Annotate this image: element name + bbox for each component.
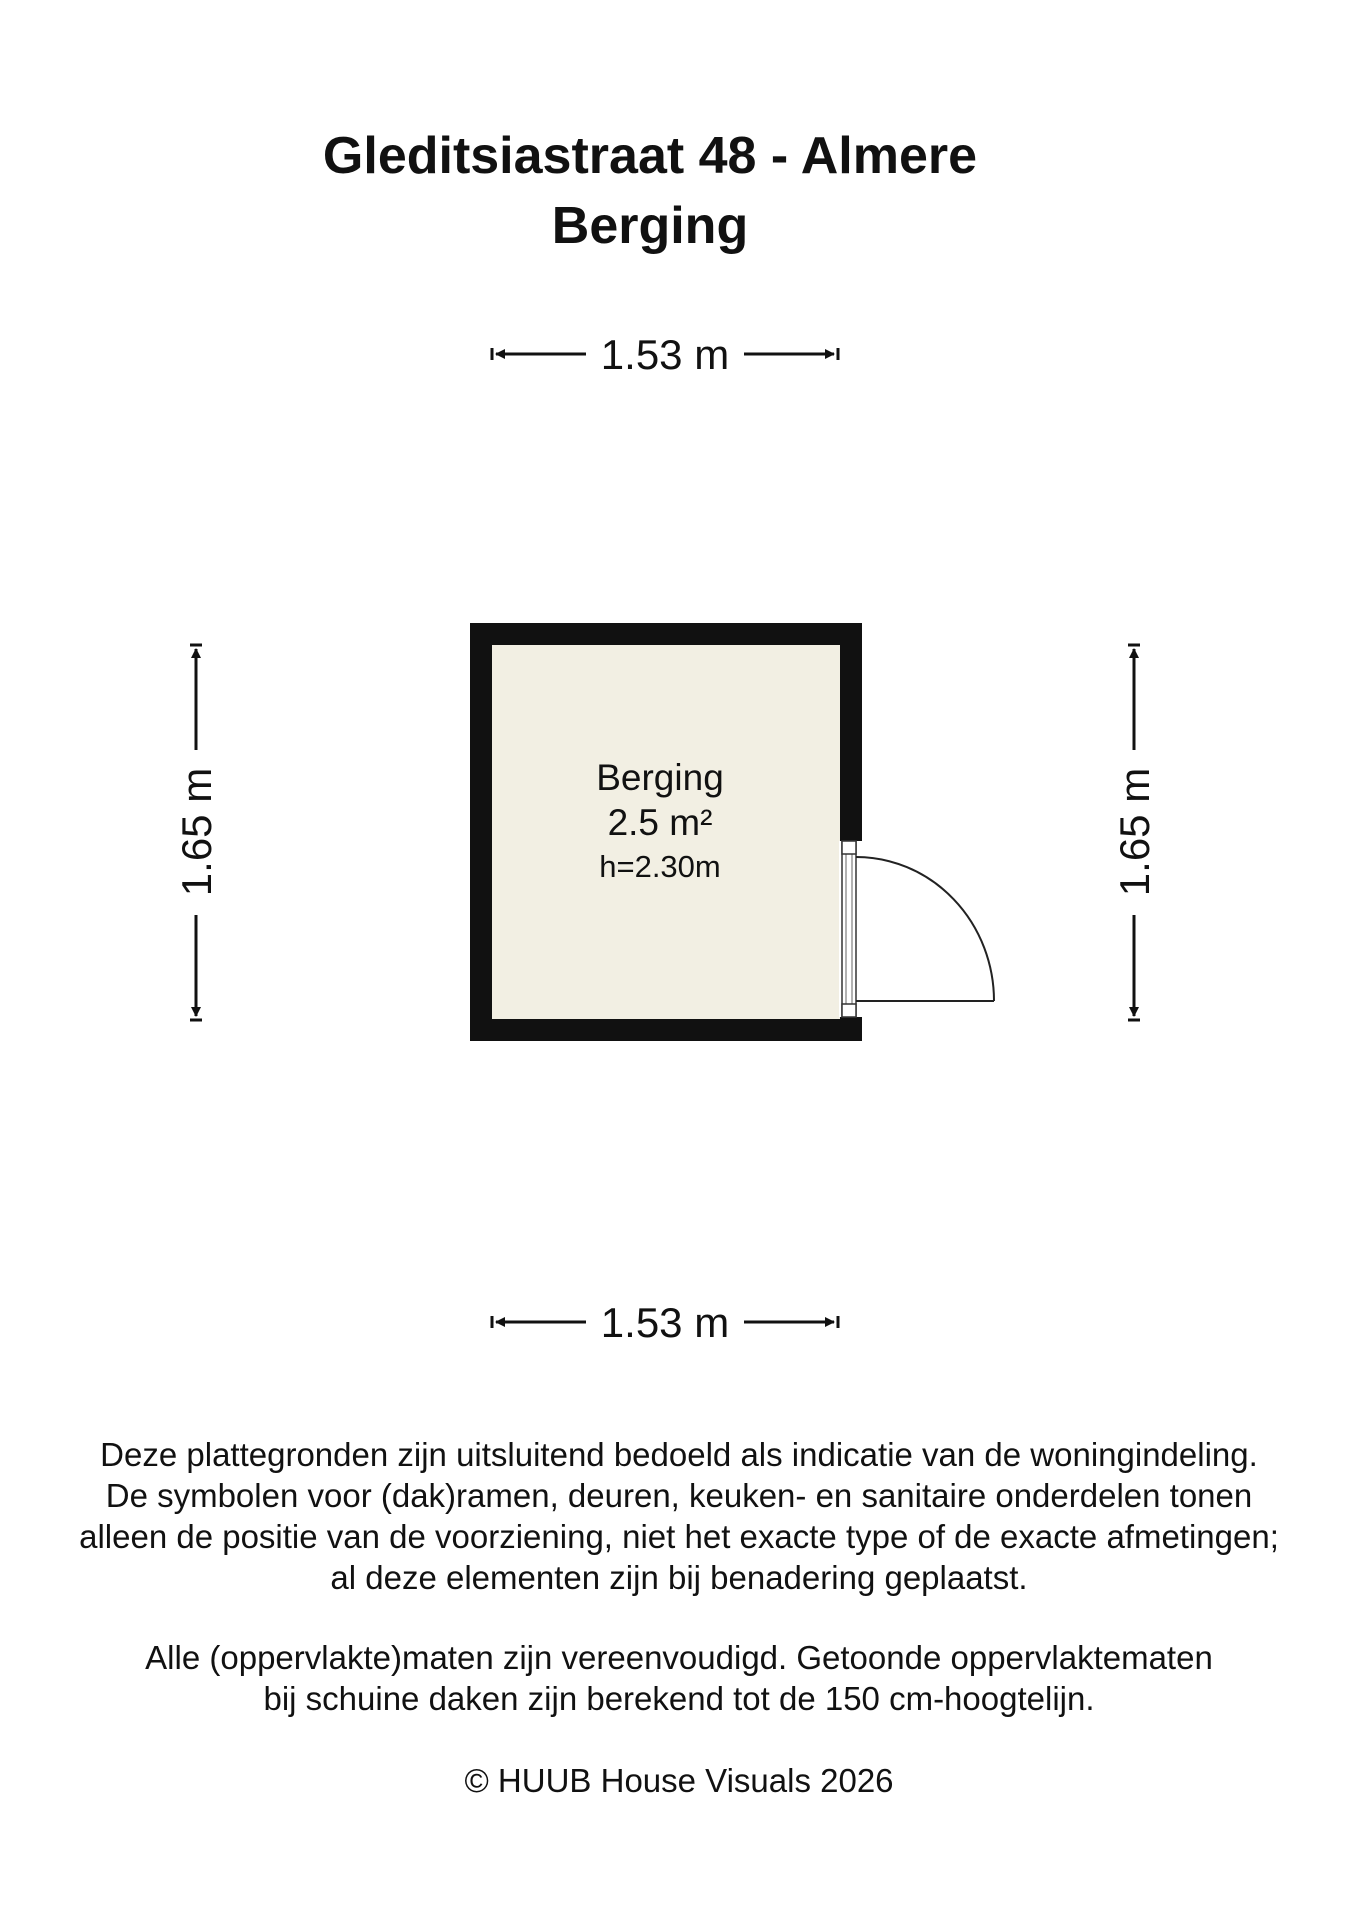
door-jamb-bottom xyxy=(842,1004,856,1017)
dimension-left-label: 1.65 m xyxy=(173,767,220,897)
room-name: Berging xyxy=(596,757,724,798)
disclaimer-paragraph-2 xyxy=(0,1637,1358,1719)
floor-title: Berging xyxy=(551,197,749,255)
disclaimer-line: alleen de positie van de voorziening, niet het exacte type of de exacte afmetingen; xyxy=(79,1518,1279,1555)
door-swing-arc xyxy=(856,857,994,1001)
dimension-bottom xyxy=(492,1299,838,1346)
door-frame xyxy=(842,841,856,1017)
room-berging xyxy=(470,623,994,1041)
disclaimer-paragraph-1 xyxy=(0,1434,1358,1598)
dimension-right xyxy=(1111,645,1158,1020)
dimension-right-label: 1.65 m xyxy=(1111,767,1158,897)
disclaimer-line: Deze plattegronden zijn uitsluitend bedoeld als indicatie van de woningindeling. xyxy=(100,1436,1258,1473)
disclaimer-line: Alle (oppervlakte)maten zijn vereenvoudigd. Getoonde oppervlaktematen xyxy=(145,1639,1213,1676)
door-jamb-top xyxy=(842,841,856,854)
dimension-bottom-label: 1.53 m xyxy=(600,1299,730,1346)
dimension-top xyxy=(492,331,838,378)
page-title: Gleditsiastraat 48 - Almere xyxy=(322,127,978,185)
disclaimer-line: bij schuine daken zijn berekend tot de 150 cm-hoogtelijn. xyxy=(263,1680,1095,1717)
disclaimer-line: De symbolen voor (dak)ramen, deuren, keuken- en sanitaire onderdelen tonen xyxy=(105,1477,1253,1514)
disclaimer-line: al deze elementen zijn bij benadering geplaatst. xyxy=(330,1559,1028,1596)
room-height: h=2.30m xyxy=(599,849,721,884)
room-area: 2.5 m² xyxy=(607,802,713,843)
dimension-top-label: 1.53 m xyxy=(600,331,730,378)
copyright-notice: © HUUB House Visuals 2026 xyxy=(464,1762,894,1799)
dimension-left xyxy=(173,645,220,1020)
